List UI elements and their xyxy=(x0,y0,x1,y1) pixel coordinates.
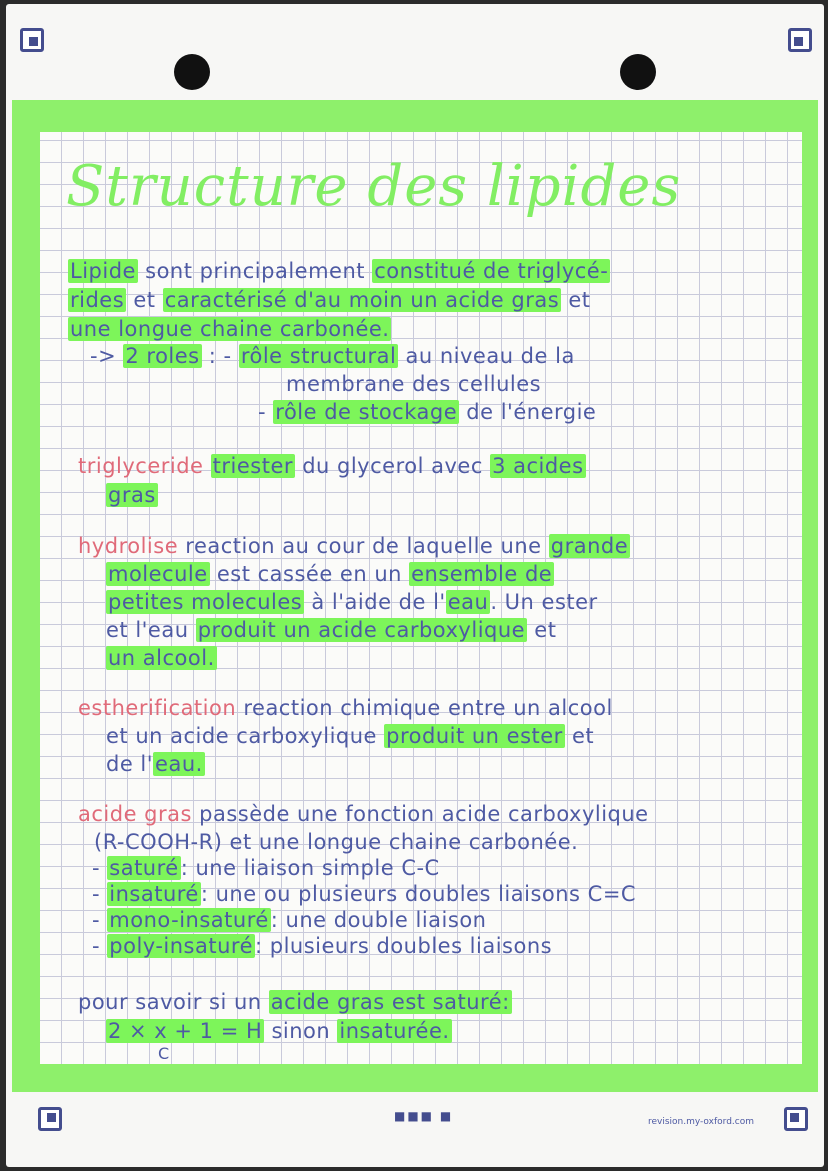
acide-gras-item: - mono-insaturé: une double liaison xyxy=(92,908,487,932)
term-lipide: Lipide xyxy=(70,259,136,283)
acide-gras-item: - insaturé: une ou plusieurs doubles liaisons C=C xyxy=(92,882,637,906)
term-triglyceride: triglyceride xyxy=(78,454,204,478)
intro-line-2: rides et caractérisé d'au moin un acide gras et xyxy=(70,288,591,312)
corner-mark-icon xyxy=(38,1107,62,1131)
savoir-line-2: 2 × x + 1 = H sinon insaturée. xyxy=(108,1019,450,1043)
esterification-line-3: de l'eau. xyxy=(106,752,203,776)
term-hydrolyse: hydrolise xyxy=(78,534,179,558)
footer-url: revision.my-oxford.com xyxy=(647,1117,754,1127)
hydrolyse-line-2: molecule est cassée en un ensemble de xyxy=(108,562,553,586)
page-title: Structure des lipides xyxy=(66,154,682,219)
hydrolyse-line-1: hydrolise reaction au cour de laquelle une grande xyxy=(78,534,629,558)
punch-hole xyxy=(620,54,656,90)
esterification-line-2: et un acide carboxylique produit un ester et xyxy=(106,724,595,748)
footer-dots: ■■■ ■ xyxy=(394,1109,454,1123)
hydrolyse-line-5: un alcool. xyxy=(108,646,215,670)
corner-mark-icon xyxy=(788,28,812,52)
roles-line-1: -> 2 roles : - rôle structural au niveau de la xyxy=(90,344,575,368)
triglyceride-line-2: gras xyxy=(108,483,156,507)
triglyceride-line-1: triglyceride triester du glycerol avec 3 acides xyxy=(78,454,584,478)
hydrolyse-line-3: petites molecules à l'aide de l'eau. Un ester xyxy=(108,590,598,614)
corner-mark-icon xyxy=(20,28,44,52)
corner-mark-icon xyxy=(784,1107,808,1131)
term-acide-gras: acide gras xyxy=(78,802,192,826)
acide-gras-item: - poly-insaturé: plusieurs doubles liaisons xyxy=(92,934,553,958)
roles-line-3: - rôle de stockage de l'énergie xyxy=(258,400,597,424)
esterification-line-1: estherification reaction chimique entre un alcool xyxy=(78,696,613,720)
term-esterification: estherification xyxy=(78,696,237,720)
roles-line-2: membrane des cellules xyxy=(286,372,542,396)
page-footer xyxy=(6,1097,824,1167)
acide-gras-line-1: acide gras passède une fonction acide carboxylique xyxy=(78,802,649,826)
punch-hole xyxy=(174,54,210,90)
acide-gras-item: - saturé: une liaison simple C-C xyxy=(92,856,440,880)
intro-line-3: une longue chaine carbonée. xyxy=(70,317,390,341)
formula-subscript: C xyxy=(158,1044,170,1063)
acide-gras-line-2: (R-COOH-R) et une longue chaine carbonée. xyxy=(94,830,579,854)
notebook-page xyxy=(6,4,824,1167)
intro-line-1: Lipide sont principalement constitué de triglycé- xyxy=(70,259,609,283)
hydrolyse-line-4: et l'eau produit un acide carboxylique et xyxy=(106,618,557,642)
formula: 2 × x + 1 = H xyxy=(108,1019,263,1043)
savoir-line-1: pour savoir si un acide gras est saturé: xyxy=(78,990,510,1014)
